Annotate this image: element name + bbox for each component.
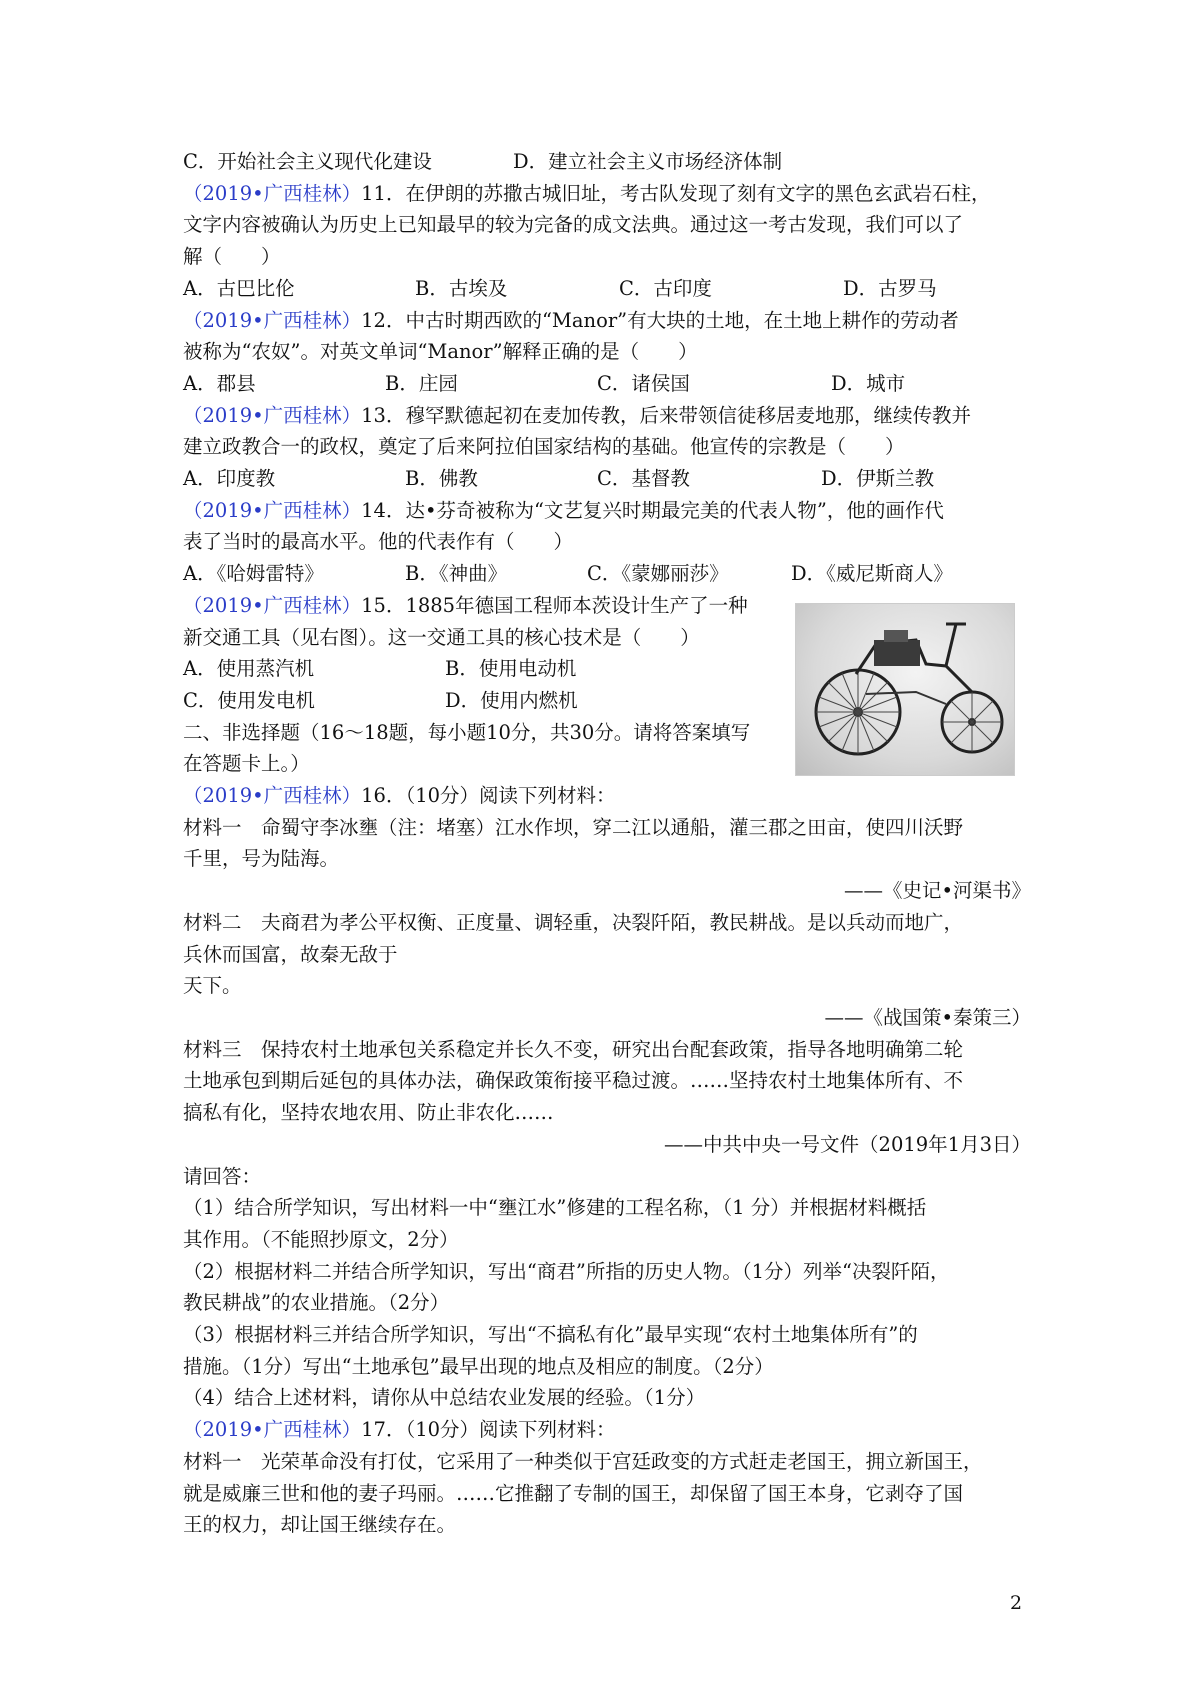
question-source: （2019•广西桂林） [183,181,362,205]
answer-prompt: 请回答： [183,1164,262,1188]
page-content [183,146,1031,1541]
q17-material-1-line-3: 王的权力，却让国王继续存在。 [183,1513,457,1537]
option-a: A．郡县 [183,371,256,395]
section-2-heading-line-2: 在答题卡上。） [183,752,310,776]
option-a: A．印度教 [183,467,276,491]
question-text: 14．达•芬奇被称为“文艺复兴时期最完美的代表人物”，他的画作代 [361,498,944,522]
option-c: C．《蒙娜丽莎》 [587,562,729,586]
question-13-line-1 [183,400,1031,432]
question-16-head [183,780,1031,812]
option-c: C．古印度 [619,276,712,300]
option-b: B．使用电动机 [445,657,577,681]
question-source: （2019•广西桂林） [183,403,362,427]
question-14-line-1 [183,495,1031,527]
question-text: 15．1885年德国工程师本茨设计生产了一种 [361,593,748,617]
question-text: 16．（10分）阅读下列材料： [361,784,616,808]
question-source: （2019•广西桂林） [183,593,362,617]
question-14-line-2: 表了当时的最高水平。他的代表作有（ ） [183,530,574,554]
question-source: （2019•广西桂林） [183,308,362,332]
prev-options-row [183,146,1031,178]
question-11-line-1 [183,178,1031,210]
question-12-line-2: 被称为“农奴”。对英文单词“Manor”解释正确的是（ ） [183,340,698,364]
question-source: （2019•广西桂林） [183,784,362,808]
question-12-line-1 [183,305,1031,337]
option-a: A．使用蒸汽机 [183,657,315,681]
material-1-line-1: 材料一 命蜀守李冰壅（注：堵塞）江水作坝，穿二江以通船，灌三郡之田亩，使四川沃野 [183,815,964,839]
option-b: B．《神曲》 [405,562,508,586]
sub-question-3-line-1: （3）根据材料三并结合所学知识，写出“不搞私有化”最早实现“农村土地集体所有”的 [183,1323,918,1347]
question-12-options [183,368,1031,400]
option-a: A．古巴比伦 [183,276,295,300]
option-c: C．基督教 [597,467,690,491]
option-d: D．《威尼斯商人》 [791,562,953,586]
question-17-head [183,1414,1031,1446]
question-text: 17．（10分）阅读下列材料： [361,1418,616,1442]
option-a: A．《哈姆雷特》 [183,562,324,586]
q17-material-1-line-2: 就是威廉三世和他的妻子玛丽。……它推翻了专制的国王，却保留了国王本身，它剥夺了国 [183,1481,964,1505]
question-11-line-3: 解（ ） [183,245,281,269]
option-d: D．伊斯兰教 [821,467,935,491]
material-1-source: ——《史记•河渠书》 [843,879,1031,903]
material-2-line-3: 天下。 [183,974,242,998]
question-text: 13．穆罕默德起初在麦加传教，后来带领信徒移居麦地那，继续传教并 [361,403,971,427]
option-d: D．使用内燃机 [445,688,578,712]
sub-question-3-line-2: 措施。（1分）写出“土地承包”最早出现的地点及相应的制度。（2分） [183,1354,774,1378]
question-13-options [183,463,1031,495]
material-3-source: ——中共中央一号文件（2019年1月3日） [664,1132,1031,1156]
benz-car-image [795,603,1015,776]
sub-question-2-line-2: 教民耕战”的农业措施。（2分） [183,1291,450,1315]
option-b: B．古埃及 [415,276,508,300]
question-text: 12．中古时期西欧的“Manor”有大块的土地，在土地上耕作的劳动者 [361,308,959,332]
sub-question-4: （4）结合上述材料，请你从中总结农业发展的经验。（1分） [183,1386,706,1410]
question-text: 11．在伊朗的苏撒古城旧址，考古队发现了刻有文字的黑色玄武岩石柱， [361,181,991,205]
benz-motorwagen-illustration [796,604,1014,775]
material-2-line-1: 材料二 夫商君为孝公平权衡、正度量、调轻重，决裂阡陌，教民耕战。是以兵动而地广， [183,910,964,934]
section-2-heading-line-1: 二、非选择题（16～18题，每小题10分，共30分。请将答案填写 [183,720,751,744]
option-c: C．诸侯国 [597,371,690,395]
question-11-line-2: 文字内容被确认为历史上已知最早的较为完备的成文法典。通过这一考古发现，我们可以了 [183,213,964,237]
sub-question-2-line-1: （2）根据材料二并结合所学知识，写出“商君”所指的历史人物。（1分）列举“决裂阡陌， [183,1259,950,1283]
option-d: D．城市 [831,371,906,395]
material-3-line-2: 土地承包到期后延包的具体办法，确保政策衔接平稳过渡。……坚持农村土地集体所有、不 [183,1069,964,1093]
material-2-line-2: 兵休而国富，故秦无敌于 [183,942,398,966]
option-d: D．古罗马 [843,276,937,300]
sub-question-1-line-2: 其作用。（不能照抄原文，2分） [183,1227,459,1251]
sub-question-1-line-1: （1）结合所学知识，写出材料一中“壅江水”修建的工程名称，（1 分）并根据材料概括 [183,1196,927,1220]
question-source: （2019•广西桂林） [183,1418,362,1442]
question-13-line-2: 建立政教合一的政权，奠定了后来阿拉伯国家结构的基础。他宣传的宗教是（ ） [183,435,905,459]
option-c: C．使用发电机 [183,688,315,712]
q17-material-1-line-1: 材料一 光荣革命没有打仗，它采用了一种类似于宫廷政变的方式赶走老国王，拥立新国王， [183,1449,983,1473]
question-source: （2019•广西桂林） [183,498,362,522]
question-11-options [183,273,1031,305]
option-d: D．建立社会主义市场经济体制 [513,150,783,173]
option-b: B．庄园 [385,371,458,395]
material-1-line-2: 千里，号为陆海。 [183,847,340,871]
material-2-source: ——《战国策•秦策三） [824,1005,1031,1029]
question-14-options [183,558,1031,590]
material-3-line-3: 搞私有化，坚持农地农用、防止非农化…… [183,1101,554,1125]
material-3-line-1: 材料三 保持农村土地承包关系稳定并长久不变，研究出台配套政策，指导各地明确第二轮 [183,1037,964,1061]
option-c: C．开始社会主义现代化建设 [183,150,432,173]
page-number: 2 [1010,1592,1023,1614]
option-b: B．佛教 [405,467,478,491]
question-15-line-2: 新交通工具（见右图）。这一交通工具的核心技术是（ ） [183,625,700,649]
